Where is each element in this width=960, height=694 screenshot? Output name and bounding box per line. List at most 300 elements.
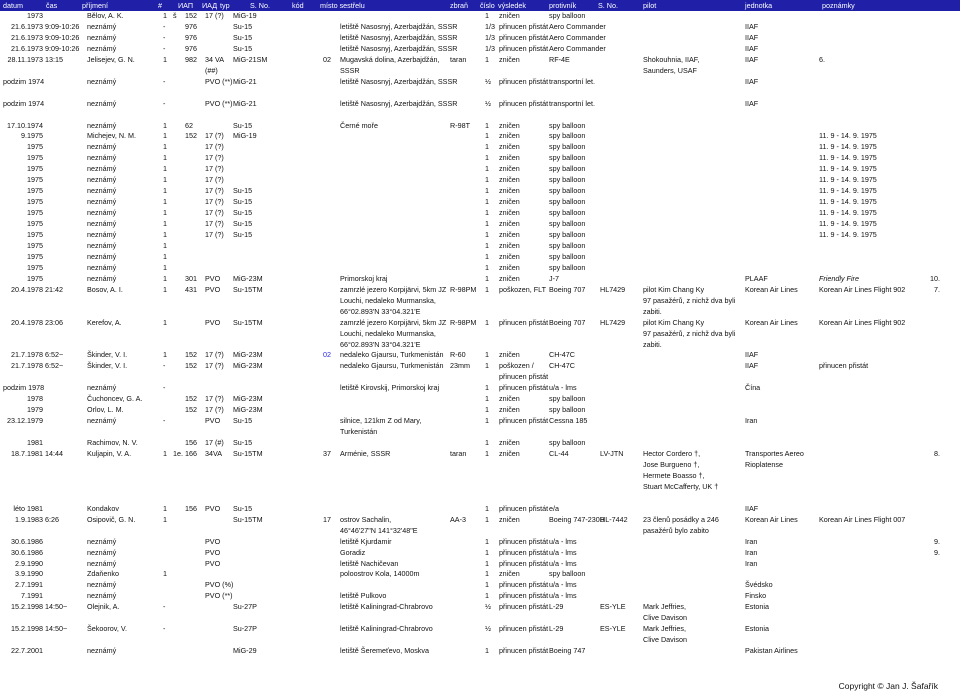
cell-iad: (##) bbox=[205, 65, 218, 75]
cell-surname: Orlov, L. M. bbox=[87, 405, 124, 415]
cell-result: zničen bbox=[499, 120, 520, 130]
cell-location: letiště Šeremeťevo, Moskva bbox=[340, 646, 429, 656]
cell-surname: neznámý bbox=[87, 21, 117, 31]
cell-surname: Zdaňenko bbox=[87, 569, 119, 579]
table-row bbox=[0, 88, 960, 99]
column-header: datum bbox=[3, 1, 23, 10]
cell-date: léto 1981 bbox=[13, 503, 43, 513]
cell-surname: neznámý bbox=[87, 98, 117, 108]
cell-result: přinucen přistát bbox=[499, 536, 549, 546]
table-row bbox=[0, 274, 960, 285]
cell-type: Su-15 bbox=[233, 230, 253, 239]
table-row bbox=[0, 537, 960, 548]
cell-mark: š bbox=[173, 11, 177, 20]
cell-opponent: u/a - lms bbox=[549, 547, 577, 557]
cell-type: Su-15 bbox=[233, 219, 253, 229]
cell-surname: neznámý bbox=[87, 273, 117, 283]
cell-result: přinucen přistát bbox=[499, 547, 549, 557]
cell-result: přinucen přistát bbox=[499, 372, 549, 382]
cell-weapon: R-98T bbox=[450, 120, 470, 130]
cell-location: Louchi, nedaleko Murmanska, bbox=[340, 328, 436, 338]
table-row bbox=[0, 131, 960, 142]
cell-iap: 976 bbox=[185, 21, 197, 31]
cell-opponent: spy balloon bbox=[549, 120, 586, 130]
cell-type: Su-15 bbox=[233, 416, 253, 426]
cell-unit: Rioplatense bbox=[745, 459, 783, 469]
cell-result: přinucen přistát bbox=[499, 558, 549, 568]
cell-number: 1 bbox=[485, 405, 489, 415]
table-row bbox=[0, 548, 960, 559]
cell-iad: 17 (?) bbox=[205, 131, 224, 141]
cell-code: 37 bbox=[323, 449, 331, 458]
cell-iad: 17 (?) bbox=[205, 361, 224, 371]
cell-iap: 156 bbox=[185, 503, 197, 513]
cell-iad: PVO (**) bbox=[205, 76, 233, 86]
cell-type: Su-15TM bbox=[233, 284, 263, 294]
cell-iad: PVO bbox=[205, 547, 221, 557]
cell-serial: LV-JTN bbox=[600, 449, 624, 458]
cell-opponent: transportní let. bbox=[549, 98, 595, 108]
cell-number: 1 bbox=[485, 284, 489, 294]
cell-opponent: Boeing 747 bbox=[549, 646, 586, 656]
cell-iad: 17 (?) bbox=[205, 186, 224, 196]
cell-opponent: spy balloon bbox=[549, 438, 586, 448]
cell-count: - bbox=[163, 602, 166, 612]
cell-number: ½ bbox=[485, 624, 491, 634]
cell-count: - bbox=[163, 98, 166, 108]
table-row bbox=[0, 307, 960, 318]
column-header: S. No. bbox=[598, 1, 618, 10]
cell-date: 1978 bbox=[27, 394, 43, 404]
cell-location: letiště Nasosnyj, Azerbajdžán, SSSR bbox=[340, 21, 458, 31]
cell-date: 1979 bbox=[27, 405, 43, 415]
cell-unit: Iran bbox=[745, 558, 758, 568]
cell-number: 1 bbox=[485, 361, 489, 371]
cell-date: 21.6.1973 bbox=[11, 43, 43, 53]
cell-location: letiště Kjurdamir bbox=[340, 536, 392, 546]
table-row bbox=[0, 110, 960, 121]
cell-iad: PVO (%) bbox=[205, 580, 234, 590]
cell-type: Su-15TM bbox=[233, 449, 263, 458]
cell-location: Goradiz bbox=[340, 547, 366, 557]
cell-surname: neznámý bbox=[87, 383, 117, 393]
cell-date: podzim 1974 bbox=[3, 76, 45, 86]
table-row bbox=[0, 186, 960, 197]
table-row bbox=[0, 471, 960, 482]
cell-count: 1 bbox=[163, 164, 167, 174]
cell-iad: 17 (?) bbox=[205, 153, 224, 163]
cell-time: 6:26 bbox=[45, 514, 59, 524]
cell-serial: HL7429 bbox=[600, 317, 626, 327]
cell-date: 22.7.2001 bbox=[11, 646, 43, 656]
cell-iap: 152 bbox=[185, 131, 197, 141]
cell-count: 1 bbox=[163, 262, 167, 272]
cell-number: 1/3 bbox=[485, 21, 495, 31]
cell-type: Su-15TM bbox=[233, 514, 263, 524]
cell-date: 1975 bbox=[27, 208, 43, 218]
cell-count: 1 bbox=[163, 569, 167, 579]
cell-location: 46°46'27"N 141°32'48"E bbox=[340, 525, 418, 535]
cell-notes: 11. 9 - 14. 9. 1975 bbox=[819, 197, 877, 207]
cell-notes: 11. 9 - 14. 9. 1975 bbox=[819, 175, 877, 185]
cell-surname: neznámý bbox=[87, 153, 117, 163]
cell-unit: IIAF bbox=[745, 21, 759, 31]
cell-surname: neznámý bbox=[87, 142, 117, 152]
cell-result: zničen bbox=[499, 438, 520, 448]
cell-count: 1 bbox=[163, 142, 167, 152]
cell-iad: PVO bbox=[205, 317, 221, 327]
table-row bbox=[0, 175, 960, 186]
cell-type: Su-15 bbox=[233, 43, 253, 53]
cell-location: letiště Kaliningrad-Chrabrovo bbox=[340, 624, 433, 634]
cell-pilot: Shokouhnia, IIAF, bbox=[643, 54, 700, 64]
cell-opponent: Aero Commander bbox=[549, 21, 606, 31]
cell-date: 15.2.1998 bbox=[11, 602, 43, 612]
cell-surname: neznámý bbox=[87, 76, 117, 86]
cell-notes: 11. 9 - 14. 9. 1975 bbox=[819, 142, 877, 152]
table-row bbox=[0, 318, 960, 329]
cell-location: letiště Nasosnyj, Azerbajdžán, SSSR bbox=[340, 43, 458, 53]
cell-note-ref: 9. bbox=[934, 536, 940, 546]
cell-iad: PVO (**) bbox=[205, 591, 233, 601]
cell-date: 1975 bbox=[27, 186, 43, 196]
cell-date: 23.12.1979 bbox=[7, 416, 43, 426]
column-header: místo sestřelu bbox=[320, 1, 365, 10]
cell-iad: 17 (?) bbox=[205, 208, 224, 218]
cell-iap: 62 bbox=[185, 120, 193, 130]
cell-date: 1975 bbox=[27, 251, 43, 261]
table-row bbox=[0, 208, 960, 219]
cell-date: 3.9.1990 bbox=[15, 569, 43, 579]
cell-iap: 976 bbox=[185, 32, 197, 42]
cell-notes: Korean Air Lines Flight 902 bbox=[819, 284, 906, 294]
cell-iap: 152 bbox=[185, 11, 197, 20]
cell-surname: neznámý bbox=[87, 186, 117, 196]
cell-result: zničen bbox=[499, 240, 520, 250]
cell-weapon: R-60 bbox=[450, 350, 466, 360]
cell-pilot: 97 pasažérů, z nichž dva byli bbox=[643, 328, 736, 338]
table-row bbox=[0, 22, 960, 33]
cell-location: zamrzlé jezero Korpijärvi, 5km JZ bbox=[340, 284, 447, 294]
table-row bbox=[0, 33, 960, 44]
cell-date: 1975 bbox=[27, 219, 43, 229]
cell-unit: Estonia bbox=[745, 602, 769, 612]
cell-unit: IIAF bbox=[745, 503, 759, 513]
cell-opponent: Boeing 707 bbox=[549, 284, 586, 294]
cell-result: zničen bbox=[499, 405, 520, 415]
cell-count: - bbox=[163, 43, 166, 53]
cell-unit: Estonia bbox=[745, 624, 769, 634]
cell-opponent: spy balloon bbox=[549, 569, 586, 579]
cell-result: přinucen přistát bbox=[499, 383, 549, 393]
table-row bbox=[0, 99, 960, 110]
cell-number: 1 bbox=[485, 262, 489, 272]
cell-result: zničen bbox=[499, 394, 520, 404]
cell-notes: 11. 9 - 14. 9. 1975 bbox=[819, 153, 877, 163]
cell-location: ostrov Sachalin, bbox=[340, 514, 392, 524]
cell-iad: 17 (?) bbox=[205, 142, 224, 152]
cell-number: 1/3 bbox=[485, 32, 495, 42]
cell-number: 1 bbox=[485, 416, 489, 426]
cell-date: 1981 bbox=[27, 438, 43, 448]
cell-surname: Čuchoncev, G. A. bbox=[87, 394, 143, 404]
cell-type: Su-15 bbox=[233, 120, 253, 130]
cell-type: MiG-23M bbox=[233, 350, 263, 360]
cell-number: 1 bbox=[485, 197, 489, 207]
cell-iad: PVO bbox=[205, 416, 221, 426]
table-row bbox=[0, 121, 960, 132]
table-row bbox=[0, 164, 960, 175]
cell-location: Mugavská dolina, Azerbajdžán, bbox=[340, 54, 440, 64]
cell-opponent: Aero Commander bbox=[549, 32, 606, 42]
cell-date: 7.1991 bbox=[21, 591, 43, 601]
cell-opponent: Boeing 747-230B bbox=[549, 514, 605, 524]
cell-location: nedaleko Gjaursu, Turkmenistán bbox=[340, 361, 444, 371]
cell-opponent: spy balloon bbox=[549, 175, 586, 185]
cell-time: 13:15 bbox=[45, 54, 63, 64]
cell-type: MiG-19 bbox=[233, 131, 257, 141]
table-row bbox=[0, 405, 960, 416]
cell-type: Su-15 bbox=[233, 503, 253, 513]
cell-pilot: zabiti. bbox=[643, 339, 662, 349]
cell-result: přinucen přistát bbox=[499, 76, 549, 86]
cell-note-ref: 10. bbox=[930, 273, 940, 283]
table-row bbox=[0, 66, 960, 77]
cell-pilot: Hermete Boasso †, bbox=[643, 470, 705, 480]
cell-time: 9:09-10:26 bbox=[45, 32, 80, 42]
cell-date: 28.11.1973 bbox=[7, 54, 43, 64]
cell-weapon: AA-3 bbox=[450, 514, 466, 524]
cell-result: zničen bbox=[499, 197, 520, 207]
cell-result: zničen bbox=[499, 230, 520, 239]
cell-number: ½ bbox=[485, 98, 491, 108]
table-row bbox=[0, 591, 960, 602]
cell-surname: Osipovič, G. N. bbox=[87, 514, 136, 524]
cell-location: Černé moře bbox=[340, 120, 378, 130]
table-row bbox=[0, 241, 960, 252]
cell-type: Su-27P bbox=[233, 624, 257, 634]
cell-pilot: Clive Davison bbox=[643, 635, 687, 645]
cell-number: 1 bbox=[485, 164, 489, 174]
cell-location: letiště Nasosnyj, Azerbajdžán, SSSR bbox=[340, 32, 458, 42]
cell-type: Su-15 bbox=[233, 186, 253, 196]
cell-result: zničen bbox=[499, 54, 520, 64]
cell-opponent: u/a - lms bbox=[549, 558, 577, 568]
cell-type: Su-15 bbox=[233, 21, 253, 31]
cell-iad: 17 (?) bbox=[205, 11, 224, 20]
cell-iap: 152 bbox=[185, 405, 197, 415]
cell-result: zničen bbox=[499, 350, 520, 360]
cell-type: MiG-23M bbox=[233, 394, 263, 404]
cell-date: 9.1975 bbox=[21, 131, 43, 141]
table-header bbox=[0, 0, 960, 11]
cell-type: MiG-23M bbox=[233, 405, 263, 415]
cell-location: letiště Nasosnyj, Azerbajdžán, SSSR bbox=[340, 76, 458, 86]
cell-note-ref: 8. bbox=[934, 449, 940, 458]
cell-count: - bbox=[163, 21, 166, 31]
cell-unit: IIAF bbox=[745, 350, 759, 360]
cell-surname: neznámý bbox=[87, 230, 117, 239]
cell-count: 1 bbox=[163, 175, 167, 185]
cell-surname: Kuljapin, V. A. bbox=[87, 449, 132, 458]
table-row bbox=[0, 55, 960, 66]
cell-surname: neznámý bbox=[87, 416, 117, 426]
cell-unit: Iran bbox=[745, 536, 758, 546]
column-header: # bbox=[158, 1, 162, 10]
cell-notes: 11. 9 - 14. 9. 1975 bbox=[819, 131, 877, 141]
cell-count: - bbox=[163, 624, 166, 634]
cell-surname: neznámý bbox=[87, 219, 117, 229]
cell-surname: Bělov, A. K. bbox=[87, 11, 124, 20]
cell-count: 1 bbox=[163, 153, 167, 163]
cell-result: přinucen přistát bbox=[499, 503, 549, 513]
table-row bbox=[0, 504, 960, 515]
cell-result: přinucen přistát bbox=[499, 32, 549, 42]
cell-type: Su-15 bbox=[233, 438, 253, 448]
cell-date: 21.7.1978 bbox=[11, 350, 43, 360]
cell-iad: PVO bbox=[205, 273, 221, 283]
table-row bbox=[0, 646, 960, 657]
cell-weapon: taran bbox=[450, 449, 467, 458]
column-header: typ bbox=[220, 1, 230, 10]
cell-surname: neznámý bbox=[87, 262, 117, 272]
cell-iap: 976 bbox=[185, 43, 197, 53]
cell-surname: Olejnik, A. bbox=[87, 602, 120, 612]
cell-surname: neznámý bbox=[87, 536, 117, 546]
cell-unit: Korean Air Lines bbox=[745, 284, 798, 294]
cell-opponent: spy balloon bbox=[549, 142, 586, 152]
cell-opponent: u/a - lms bbox=[549, 580, 577, 590]
cell-iad: PVO bbox=[205, 558, 221, 568]
cell-opponent: CH-47C bbox=[549, 361, 575, 371]
cell-result: přinucen přistát bbox=[499, 21, 549, 31]
cell-number: 1 bbox=[485, 142, 489, 152]
cell-time: 9:09-10:26 bbox=[45, 21, 80, 31]
table-row bbox=[0, 372, 960, 383]
cell-location: Primorskoj kraj bbox=[340, 273, 388, 283]
cell-date: 1975 bbox=[27, 153, 43, 163]
cell-location: SSSR bbox=[340, 65, 360, 75]
cell-number: 1 bbox=[485, 514, 489, 524]
table-row bbox=[0, 438, 960, 449]
cell-result: zničen bbox=[499, 164, 520, 174]
cell-iad: 17 (#) bbox=[205, 438, 224, 448]
table-row bbox=[0, 493, 960, 504]
cell-surname: neznámý bbox=[87, 547, 117, 557]
cell-type: Su-15 bbox=[233, 208, 253, 218]
cell-unit: IIAF bbox=[745, 32, 759, 42]
cell-unit: Pakistan Airlines bbox=[745, 646, 798, 656]
cell-result: zničen bbox=[499, 514, 520, 524]
cell-date: 1975 bbox=[27, 175, 43, 185]
cell-result: přinucen přistát bbox=[499, 602, 549, 612]
cell-surname: neznámý bbox=[87, 558, 117, 568]
cell-location: letiště Kirovskij, Primorskoj kraj bbox=[340, 383, 440, 393]
cell-opponent: Aero Commander bbox=[549, 43, 606, 53]
cell-result: poškozen / bbox=[499, 361, 534, 371]
cell-pilot: Saunders, USAF bbox=[643, 65, 697, 75]
cell-result: zničen bbox=[499, 175, 520, 185]
cell-notes: 11. 9 - 14. 9. 1975 bbox=[819, 186, 877, 196]
cell-number: ½ bbox=[485, 76, 491, 86]
cell-time: 14:50~ bbox=[45, 602, 68, 612]
cell-type: MiG-21 bbox=[233, 98, 257, 108]
table-row bbox=[0, 197, 960, 208]
cell-time: 14:50~ bbox=[45, 624, 68, 634]
table-row bbox=[0, 11, 960, 22]
table-row bbox=[0, 296, 960, 307]
cell-number: 1 bbox=[485, 449, 489, 458]
cell-number: 1 bbox=[485, 503, 489, 513]
cell-unit: Finsko bbox=[745, 591, 767, 601]
cell-number: 1 bbox=[485, 240, 489, 250]
cell-unit: IIAF bbox=[745, 361, 759, 371]
cell-pilot: Mark Jeffries, bbox=[643, 624, 687, 634]
cell-iap: 431 bbox=[185, 284, 197, 294]
cell-location: zamrzlé jezero Korpijärvi, 5km JZ bbox=[340, 317, 447, 327]
cell-unit: IIAF bbox=[745, 54, 759, 64]
cell-count: 1 bbox=[163, 514, 167, 524]
cell-unit: IIAF bbox=[745, 43, 759, 53]
cell-result: zničen bbox=[499, 569, 520, 579]
cell-pilot: Mark Jeffries, bbox=[643, 602, 687, 612]
cell-result: přinucen přistát bbox=[499, 591, 549, 601]
cell-type: MiG-21 bbox=[233, 76, 257, 86]
cell-result: zničen bbox=[499, 208, 520, 218]
cell-opponent: spy balloon bbox=[549, 197, 586, 207]
cell-surname: Škinder, V. I. bbox=[87, 361, 128, 371]
cell-number: 1/3 bbox=[485, 43, 495, 53]
cell-result: zničen bbox=[499, 11, 520, 20]
cell-opponent: J-7 bbox=[549, 273, 559, 283]
cell-notes: Korean Air Lines Flight 902 bbox=[819, 317, 906, 327]
cell-number: 1 bbox=[485, 646, 489, 656]
cell-weapon: 23mm bbox=[450, 361, 470, 371]
cell-date: 1975 bbox=[27, 197, 43, 207]
cell-iap: 166 bbox=[185, 449, 197, 458]
cell-date: 15.2.1998 bbox=[11, 624, 43, 634]
cell-unit: Iran bbox=[745, 547, 758, 557]
cell-surname: neznámý bbox=[87, 251, 117, 261]
cell-iap: 152 bbox=[185, 361, 197, 371]
cell-surname: Škinder, V. I. bbox=[87, 350, 128, 360]
cell-date: 17.10.1974 bbox=[7, 120, 43, 130]
cell-surname: Michejev, N. M. bbox=[87, 131, 136, 141]
cell-note-ref: 7. bbox=[934, 284, 940, 294]
cell-result: zničen bbox=[499, 142, 520, 152]
cell-iap: 301 bbox=[185, 273, 197, 283]
copyright-notice: Copyright © Jan J. Šafařík bbox=[838, 681, 938, 691]
cell-count: - bbox=[163, 76, 166, 86]
cell-opponent: e/a bbox=[549, 503, 559, 513]
cell-count: - bbox=[163, 416, 166, 426]
table-row bbox=[0, 394, 960, 405]
table-row bbox=[0, 635, 960, 646]
cell-result: přinucen přistát bbox=[499, 646, 549, 656]
column-header: S. No. bbox=[250, 1, 270, 10]
cell-unit: Transportes Aereo bbox=[745, 449, 804, 458]
cell-iad: PVO bbox=[205, 503, 221, 513]
cell-count: - bbox=[163, 32, 166, 42]
column-header: ИАП bbox=[178, 1, 194, 10]
cell-unit: Čína bbox=[745, 383, 761, 393]
cell-opponent: CH-47C bbox=[549, 350, 575, 360]
cell-surname: neznámý bbox=[87, 208, 117, 218]
cell-date: 1975 bbox=[27, 262, 43, 272]
table-row bbox=[0, 142, 960, 153]
cell-type: MiG-23M bbox=[233, 361, 263, 371]
cell-time: 14:44 bbox=[45, 449, 63, 458]
